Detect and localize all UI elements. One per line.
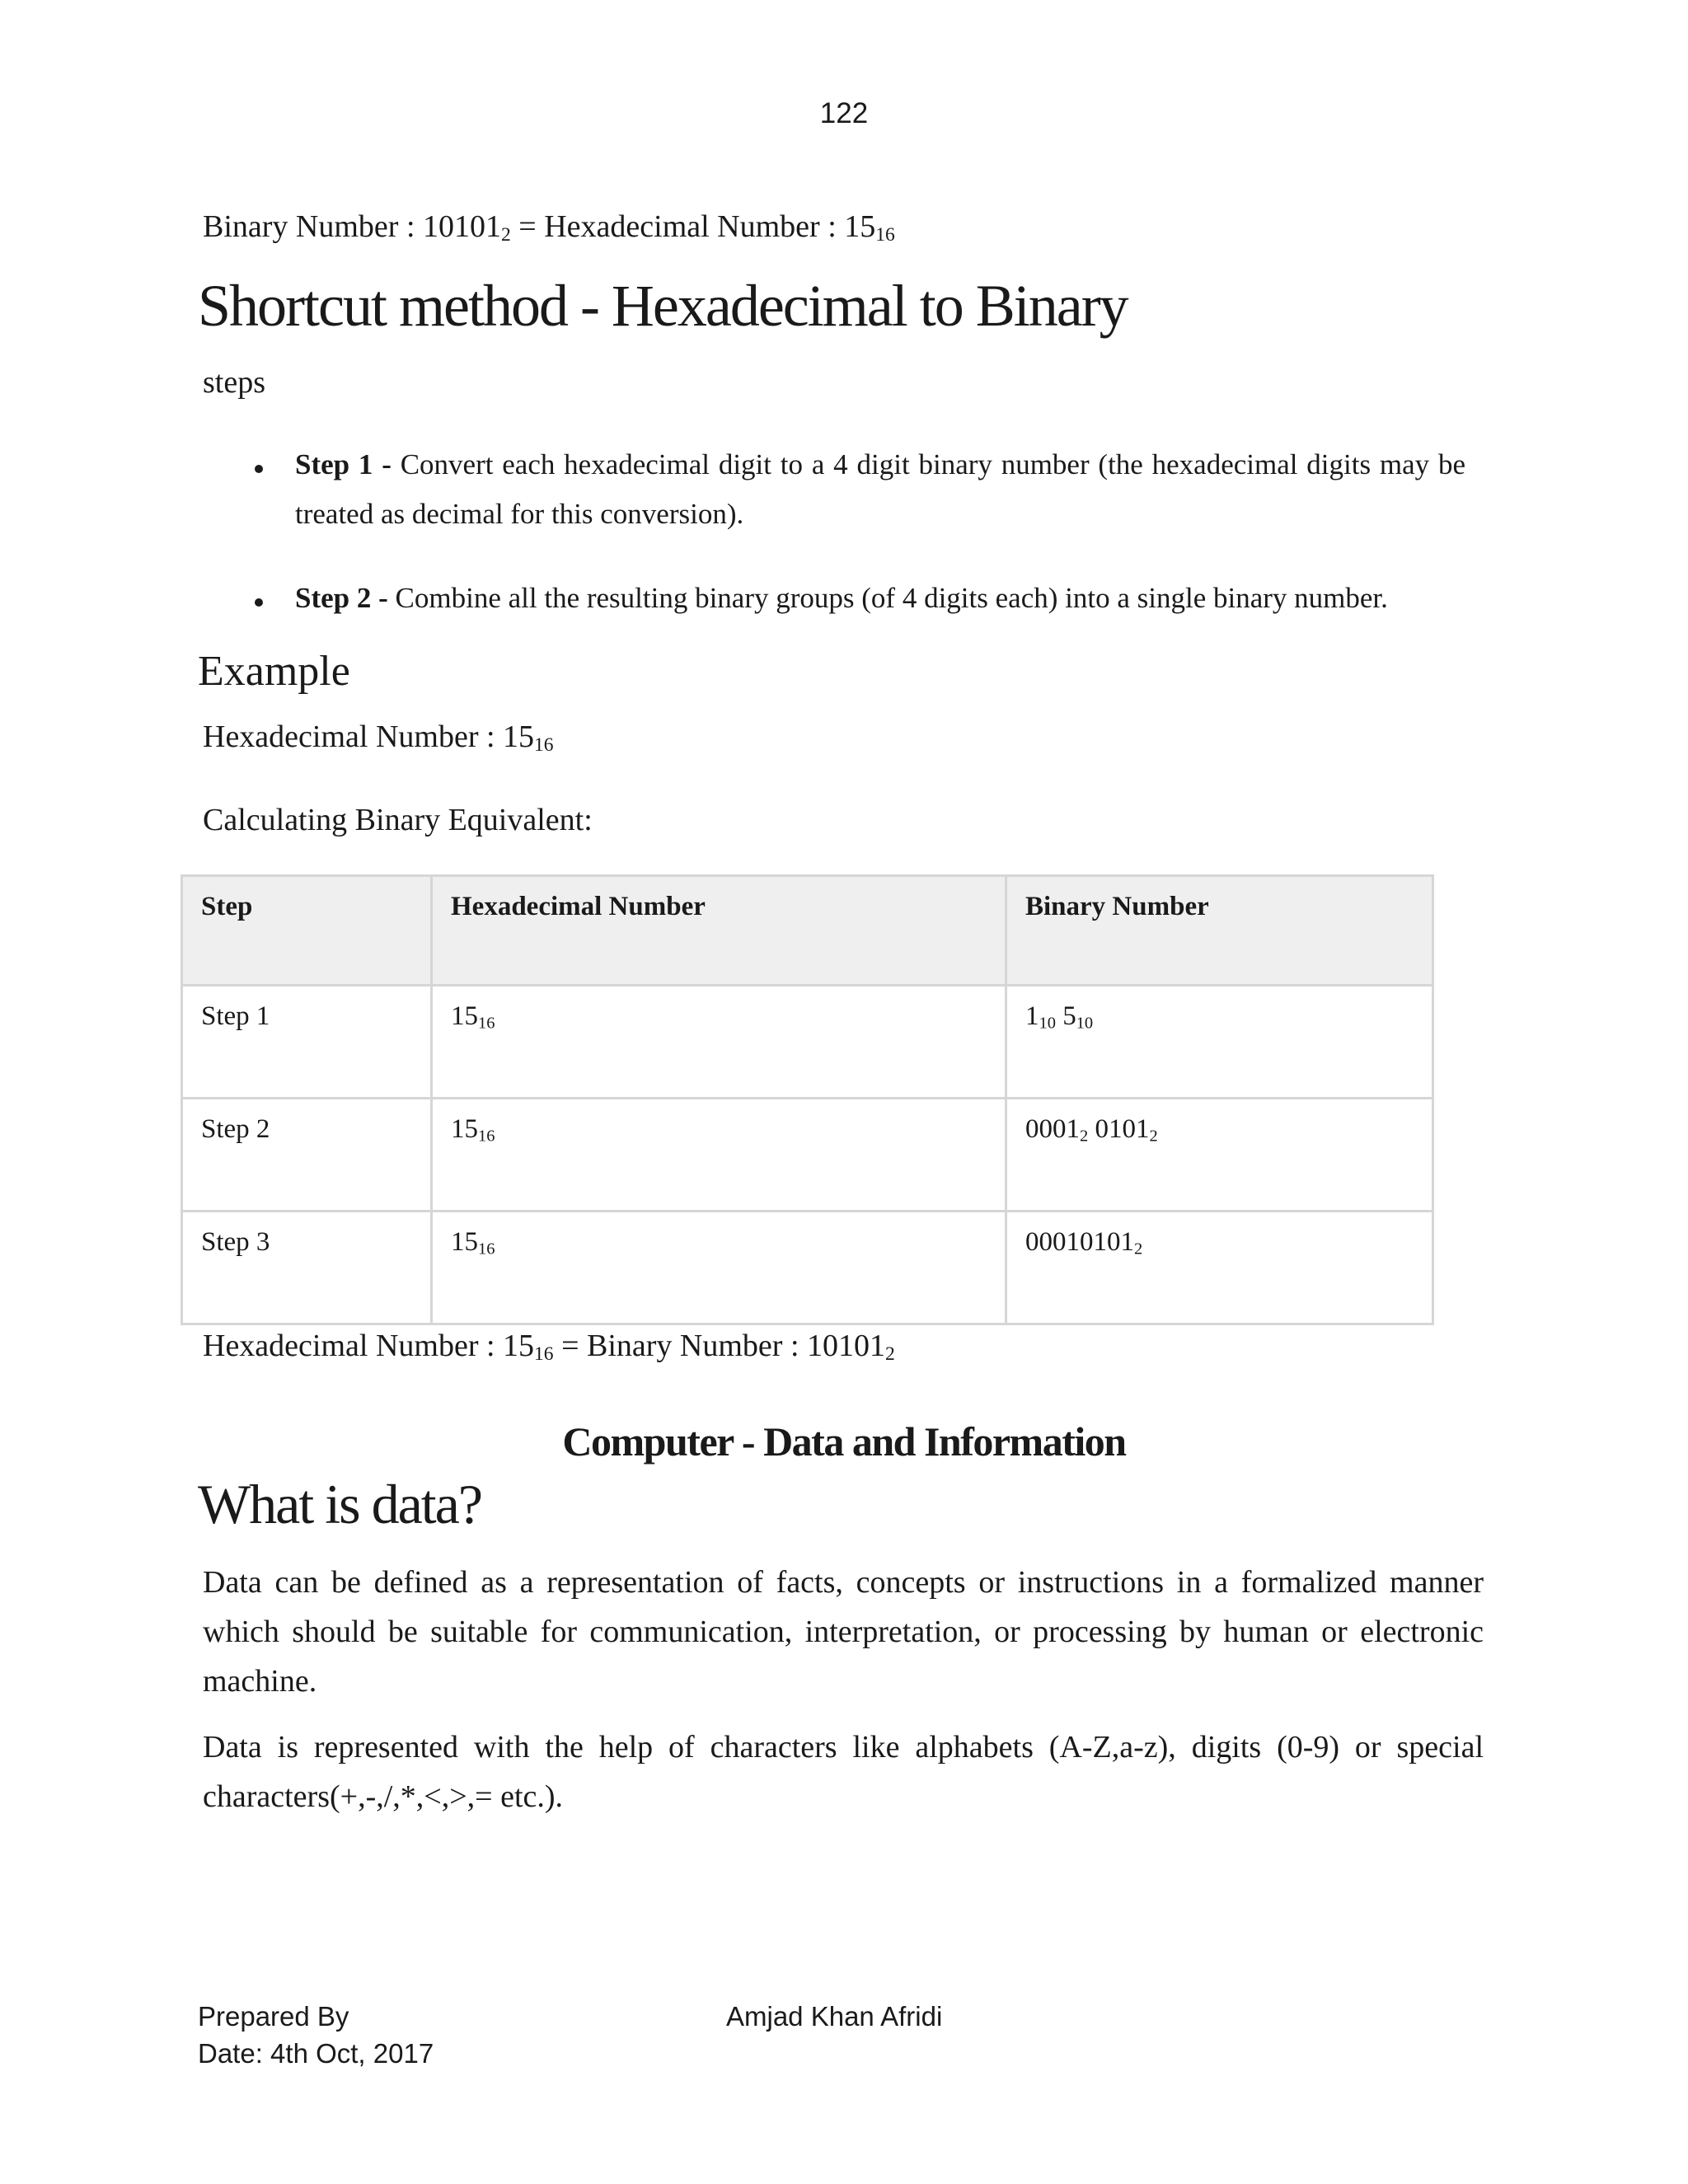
calculating-label: Calculating Binary Equivalent:: [203, 803, 593, 837]
result-hex-text: Hexadecimal Number : 15: [203, 1329, 535, 1363]
data-representation-paragraph: Data is represented with the help of characters like alphabets (A-Z,a-z), digits (0-9) or special characters(+,-,/,*,<,>,= etc.).: [203, 1730, 1484, 1814]
example-heading: Example: [198, 648, 350, 695]
example-input-base: 16: [534, 734, 554, 757]
table-cell-step: Step 1: [182, 986, 432, 1099]
hex-base: 16: [478, 1127, 495, 1146]
hex-value: 15: [451, 1227, 478, 1257]
binary-value: 0101: [1095, 1114, 1150, 1144]
hex-base: 16: [478, 1014, 495, 1033]
intro-binary-label: Binary Number : 10101: [203, 209, 502, 244]
footer-date: Date: 4th Oct, 2017: [198, 2038, 434, 2069]
result-binary-text: = Binary Number : 10101: [553, 1329, 886, 1363]
table-header-row: [182, 876, 1433, 986]
table-cell-hex: [432, 1099, 1006, 1212]
binary-base: 2: [1080, 1127, 1089, 1146]
binary-value: 1: [1025, 1001, 1039, 1031]
binary-value: 0001: [1025, 1114, 1080, 1144]
binary-base: 10: [1039, 1014, 1056, 1033]
table-cell-step: Step 2: [182, 1099, 432, 1212]
intro-result-line: [203, 209, 895, 246]
hex-value: 15: [451, 1114, 478, 1144]
bullet-step-1: [295, 440, 1465, 539]
table-header-hex: Hexadecimal Number: [432, 876, 1006, 986]
table-row: [182, 986, 1433, 1099]
table-row: [182, 1212, 1433, 1324]
example-input-text: Hexadecimal Number : 15: [203, 719, 535, 754]
conversion-table: [181, 874, 1434, 1325]
section-title: Shortcut method - Hexadecimal to Binary: [198, 273, 1128, 339]
data-definition-paragraph: Data can be defined as a representation of facts, concepts or instructions in a formalized manner which should be suitable for communication, interpretation, or processing by human or electronic machine.: [203, 1565, 1484, 1699]
hex-base: 16: [478, 1240, 495, 1258]
binary-value: 5: [1062, 1001, 1076, 1031]
footer-prepared-by: Prepared By: [198, 2001, 349, 2032]
table-row: [182, 1099, 1433, 1212]
table-cell-binary: [1006, 1212, 1433, 1324]
steps-label: steps: [203, 365, 265, 400]
binary-base: 10: [1076, 1014, 1094, 1033]
example-result-line: [203, 1328, 895, 1366]
bullet-step-2-label: Step 2 -: [295, 582, 396, 614]
intro-hex-label: = Hexadecimal Number : 15: [510, 209, 876, 244]
table-cell-hex: [432, 1212, 1006, 1324]
bullet-step-2-text: Combine all the resulting binary groups (of 4 digits each) into a single binary number.: [395, 582, 1388, 614]
binary-base: 2: [1149, 1127, 1158, 1146]
page-number: 122: [819, 97, 869, 129]
bullet-step-1-label: Step 1 -: [295, 448, 401, 480]
binary-base: 2: [1134, 1240, 1143, 1258]
bullet-point: [255, 598, 263, 607]
table-cell-hex: [432, 986, 1006, 1099]
bullet-point: [255, 465, 263, 473]
table-cell-binary: [1006, 986, 1433, 1099]
result-hex-base: 16: [534, 1343, 554, 1366]
intro-hex-base: 16: [875, 224, 895, 246]
bullet-step-2: [295, 574, 1482, 623]
example-input-line: [203, 719, 554, 757]
intro-binary-base: 2: [501, 224, 511, 246]
bullet-step-1-text: Convert each hexadecimal digit to a 4 digit binary number (the hexadecimal digits may be treated as decimal for this conversion).: [295, 448, 1465, 530]
footer-author: Amjad Khan Afridi: [726, 2001, 943, 2032]
chapter-heading: Computer - Data and Information: [562, 1418, 1126, 1465]
binary-value: 00010101: [1025, 1227, 1134, 1257]
table-cell-binary: [1006, 1099, 1433, 1212]
table-header-binary: Binary Number: [1006, 876, 1433, 986]
hex-value: 15: [451, 1001, 478, 1031]
table-cell-step: Step 3: [182, 1212, 432, 1324]
table-header-step: Step: [182, 876, 432, 986]
data-heading: What is data?: [198, 1473, 482, 1535]
result-binary-base: 2: [885, 1343, 895, 1366]
